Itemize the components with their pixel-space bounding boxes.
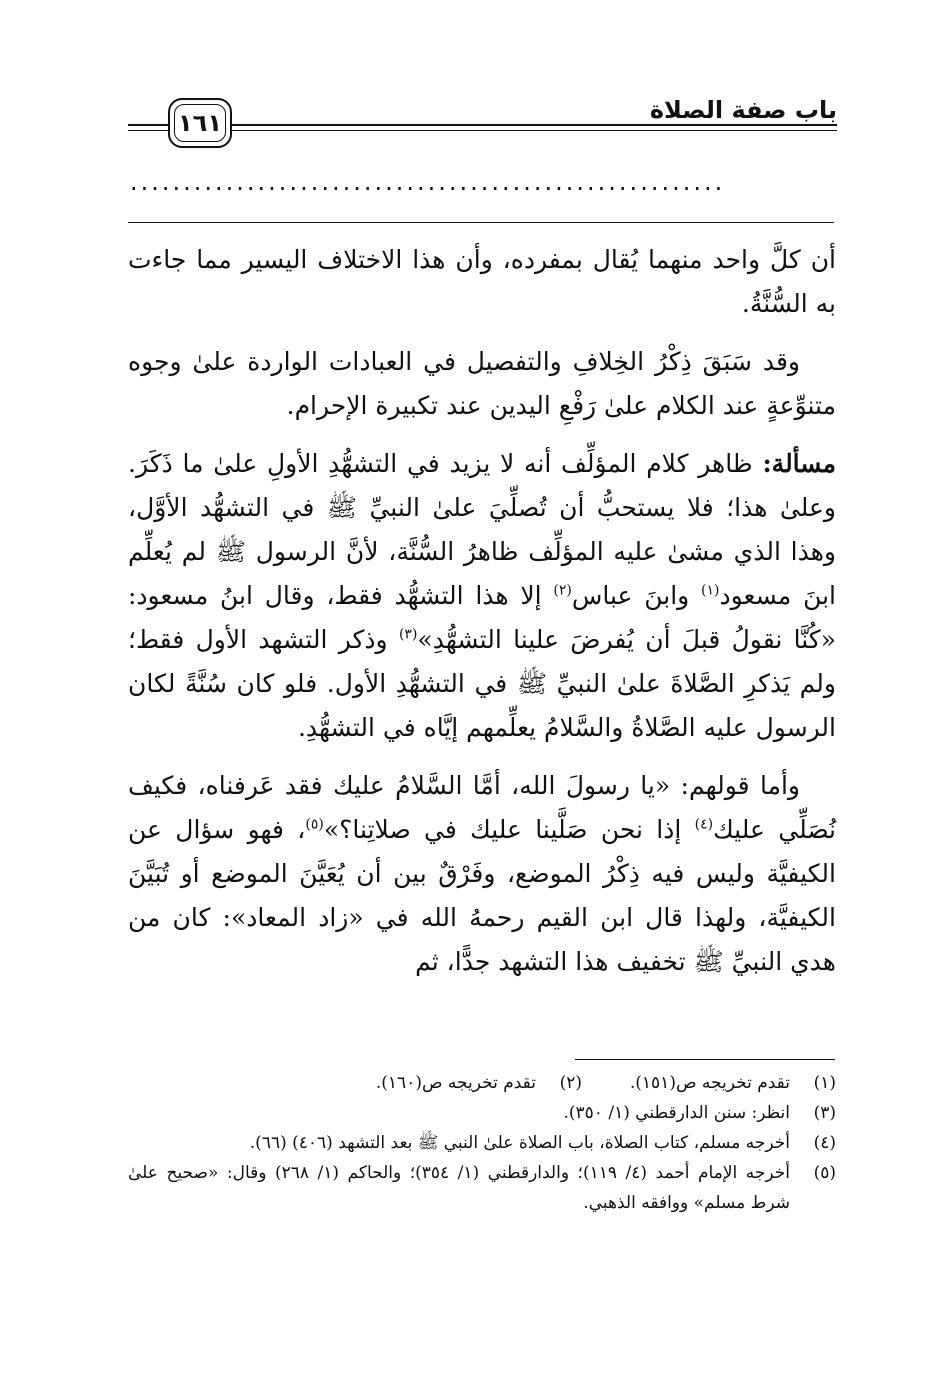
paragraph-4-part-c: ، فهو سؤال عن الكيفيَّة وليس فيه ذِكْرُ الموضع، وفَرْقٌ بين أن يُعَيَّنَ الموضع أو تُبَيَّنَ الكيفيَّة، ولهذا قال ابن القيم رحمهُ الله في «زاد المعاد»: كان من هدي النبيِّ ﷺ تخفيف هذا التشهد جدًّا، ثم xyxy=(128,815,836,976)
footnote-ref-3: (٣) xyxy=(398,626,418,643)
header-rule-left xyxy=(128,124,168,126)
footnote-text: تقدم تخريجه ص(١٥١). xyxy=(629,1073,790,1093)
chapter-title: باب صفة الصلاة xyxy=(649,96,837,124)
paragraph-3-part-a: ظاهر كلام المؤلِّف أنه لا يزيد في التشهُّدِ الأولِ علىٰ ما ذَكَرَ. وعلىٰ هذا؛ فلا يستحبُّ أن تُصلِّيَ علىٰ النبيِّ ﷺ في التشهُّد الأوَّل، وهذا الذي مشىٰ عليه المؤلِّف ظاهرُ السُّنَّة، لأنَّ الرسول ﷺ لم يُعلِّم ابنَ مسعود xyxy=(128,449,837,610)
footnote-text: انظر: سنن الدارقطني (١/ ٣٥٠). xyxy=(563,1103,790,1123)
footnote-text: أخرجه مسلم، كتاب الصلاة، باب الصلاة علىٰ النبي ﷺ بعد التشهد (٤٠٦) (٦٦). xyxy=(249,1133,790,1153)
paragraph-1: أن كلَّ واحد منهما يُقال بمفرده، وأن هذا الاختلاف اليسير مما جاءت به السُّنَّةُ. xyxy=(128,245,836,318)
footnote-ref-4: (٤) xyxy=(694,816,714,833)
footnote-number: (٢) xyxy=(559,1073,582,1093)
footnotes xyxy=(128,1068,836,1218)
top-rule xyxy=(128,222,834,223)
paragraph-2: وقد سَبَقَ ذِكْرُ الخِلافِ والتفصيل في العبادات الواردة علىٰ وجوه متنوِّعةٍ عند الكلام علىٰ رَفْعِ اليدين عند تكبيرة الإحرام. xyxy=(128,347,836,420)
footnote-text: تقدم تخريجه ص(١٦٠). xyxy=(375,1073,536,1093)
footnote-5 xyxy=(128,1158,836,1218)
header-rule-left-2 xyxy=(128,130,168,131)
footnote-text: أخرجه الإمام أحمد (٤/ ١١٩)؛ والدارقطني (١/ ٣٥٤)؛ والحاكم (١/ ٢٦٨) وقال: «صحيح علىٰ شرط مسلم» ووافقه الذهبي. xyxy=(128,1163,790,1213)
paragraph-3 xyxy=(128,442,836,750)
separator-dots: ........................................................ xyxy=(130,168,726,196)
paragraph-3-part-b: وابنَ عباس xyxy=(571,581,702,610)
paragraph-3-part-c: إلا هذا التشهُّد فقط، وقال ابنُ مسعود: «كُنَّا نقولُ قبلَ أن يُفرضَ علينا التشهُّدِ» xyxy=(128,581,836,654)
paragraph-3-part-d: وذكر التشهد الأول فقط؛ ولم يَذكرِ الصَّلاةَ علىٰ النبيِّ ﷺ في التشهُّدِ الأول. فلو كان سُنَّةً لكان الرسول عليه الصَّلاةُ والسَّلامُ يعلِّمهم إيَّاه في التشهُّدِ. xyxy=(128,625,836,742)
footnote-ref-1: (١) xyxy=(701,582,720,599)
footnote-rule xyxy=(575,1059,835,1060)
header-rule-right-2 xyxy=(232,130,837,131)
footnote-number: (٣) xyxy=(813,1103,836,1123)
footnote-row-1-2 xyxy=(128,1068,836,1098)
footnote-ref-5: (٥) xyxy=(305,816,324,833)
paragraph-4-part-a: وأما قولهم: «يا رسولَ الله، أمَّا السَّلامُ عليك فقد عَرفناه، فكيف نُصَلِّي عليك xyxy=(128,771,837,844)
main-text xyxy=(128,238,836,984)
footnote-number: (٥) xyxy=(813,1163,836,1183)
footnote-3 xyxy=(128,1098,836,1128)
footnote-1 xyxy=(606,1068,836,1098)
paragraph-4 xyxy=(128,764,836,984)
footnote-number: (٤) xyxy=(813,1133,836,1153)
footnote-2 xyxy=(352,1068,582,1098)
issue-label: مسألة: xyxy=(762,449,836,478)
header-rule-right xyxy=(232,124,837,126)
footnote-4 xyxy=(128,1128,836,1158)
footnote-number: (١) xyxy=(813,1073,836,1093)
page-number: ١٦١ xyxy=(168,98,232,148)
paragraph-4-part-b: إذا نحن صَلَّينا عليك في صلاتِنا؟» xyxy=(323,815,695,844)
footnote-ref-2: (٢) xyxy=(553,582,572,599)
